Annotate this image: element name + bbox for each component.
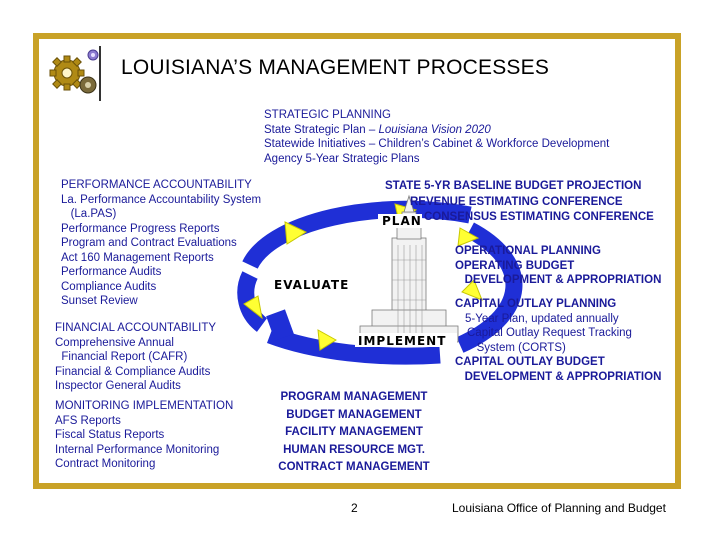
capital-budget-line: DEVELOPMENT & APPROPRIATION [455,370,662,383]
monitoring-item: Internal Performance Monitoring [55,443,220,456]
management-line: BUDGET MANAGEMENT [286,408,422,421]
performance-accountability-block [61,178,261,309]
management-line: FACILITY MANAGEMENT [285,426,423,438]
agency-strategic-plans: Agency 5-Year Strategic Plans [264,152,420,165]
performance-item: Sunset Review [61,295,138,307]
budget-projection-line: CONSENSUS ESTIMATING CONFERENCE [424,211,654,223]
budget-projection-block [385,179,654,226]
plan-label: PLAN [382,214,422,228]
operational-line: OPERATIONAL PLANNING [455,245,601,257]
management-line: PROGRAM MANAGEMENT [280,391,428,403]
management-line: CONTRACT MANAGEMENT [278,461,430,473]
louisiana-vision-2020: Louisiana Vision 2020 [378,123,491,136]
strategic-planning-block [264,108,609,166]
statewide-initiatives: Statewide Initiatives – Children’s Cabinet & Workforce Development [264,138,610,150]
footer-organization: Louisiana Office of Planning and Budget [452,501,666,515]
performance-item: Performance Progress Reports [61,222,220,235]
budget-projection-line: STATE 5-YR BASELINE BUDGET PROJECTION [385,180,642,192]
performance-item: Program and Contract Evaluations [61,237,237,249]
management-line: HUMAN RESOURCE MGT. [283,443,425,456]
capital-outlay-heading: CAPITAL OUTLAY PLANNING [455,298,617,310]
monitoring-item: Contract Monitoring [55,458,156,470]
financial-accountability-heading: FINANCIAL ACCOUNTABILITY [55,322,217,334]
performance-item: (La.PAS) [61,208,117,220]
operational-line: DEVELOPMENT & APPROPRIATION [455,274,662,286]
financial-accountability-block [55,321,216,394]
performance-item: Compliance Audits [61,280,157,293]
strategic-plan-prefix: State Strategic Plan – [264,123,379,136]
financial-item: Financial & Compliance Audits [55,365,211,378]
operational-line: OPERATING BUDGET [455,259,575,272]
capital-budget-line: CAPITAL OUTLAY BUDGET [455,356,605,368]
performance-item: La. Performance Accountability System [61,193,262,206]
strategic-planning-heading: STRATEGIC PLANNING [264,109,391,121]
capital-item: Capital Outlay Request Tracking [467,327,632,339]
evaluate-label: EVALUATE [274,278,350,292]
monitoring-heading: MONITORING IMPLEMENTATION [55,400,234,412]
implement-label: IMPLEMENT [358,334,447,348]
financial-item: Inspector General Audits [55,380,181,392]
capital-outlay-block [455,297,661,384]
financial-item: Comprehensive Annual [55,336,174,349]
page-title: LOUISIANA’S MANAGEMENT PROCESSES [121,56,550,79]
performance-item: Performance Audits [61,266,162,278]
performance-item: Act 160 Management Reports [61,251,214,264]
management-block [272,389,436,477]
monitoring-item: AFS Reports [55,414,121,427]
budget-projection-line: REVENUE ESTIMATING CONFERENCE [410,195,623,208]
operational-planning-block [455,244,661,288]
capital-item: System (CORTS) [467,341,566,354]
monitoring-implementation-block [55,399,233,472]
monitoring-item: Fiscal Status Reports [55,429,165,441]
page-number: 2 [351,501,358,515]
capital-item: 5-Year Plan, updated annually [465,312,619,325]
financial-item: Financial Report (CAFR) [55,351,188,363]
performance-accountability-heading: PERFORMANCE ACCOUNTABILITY [61,179,252,191]
